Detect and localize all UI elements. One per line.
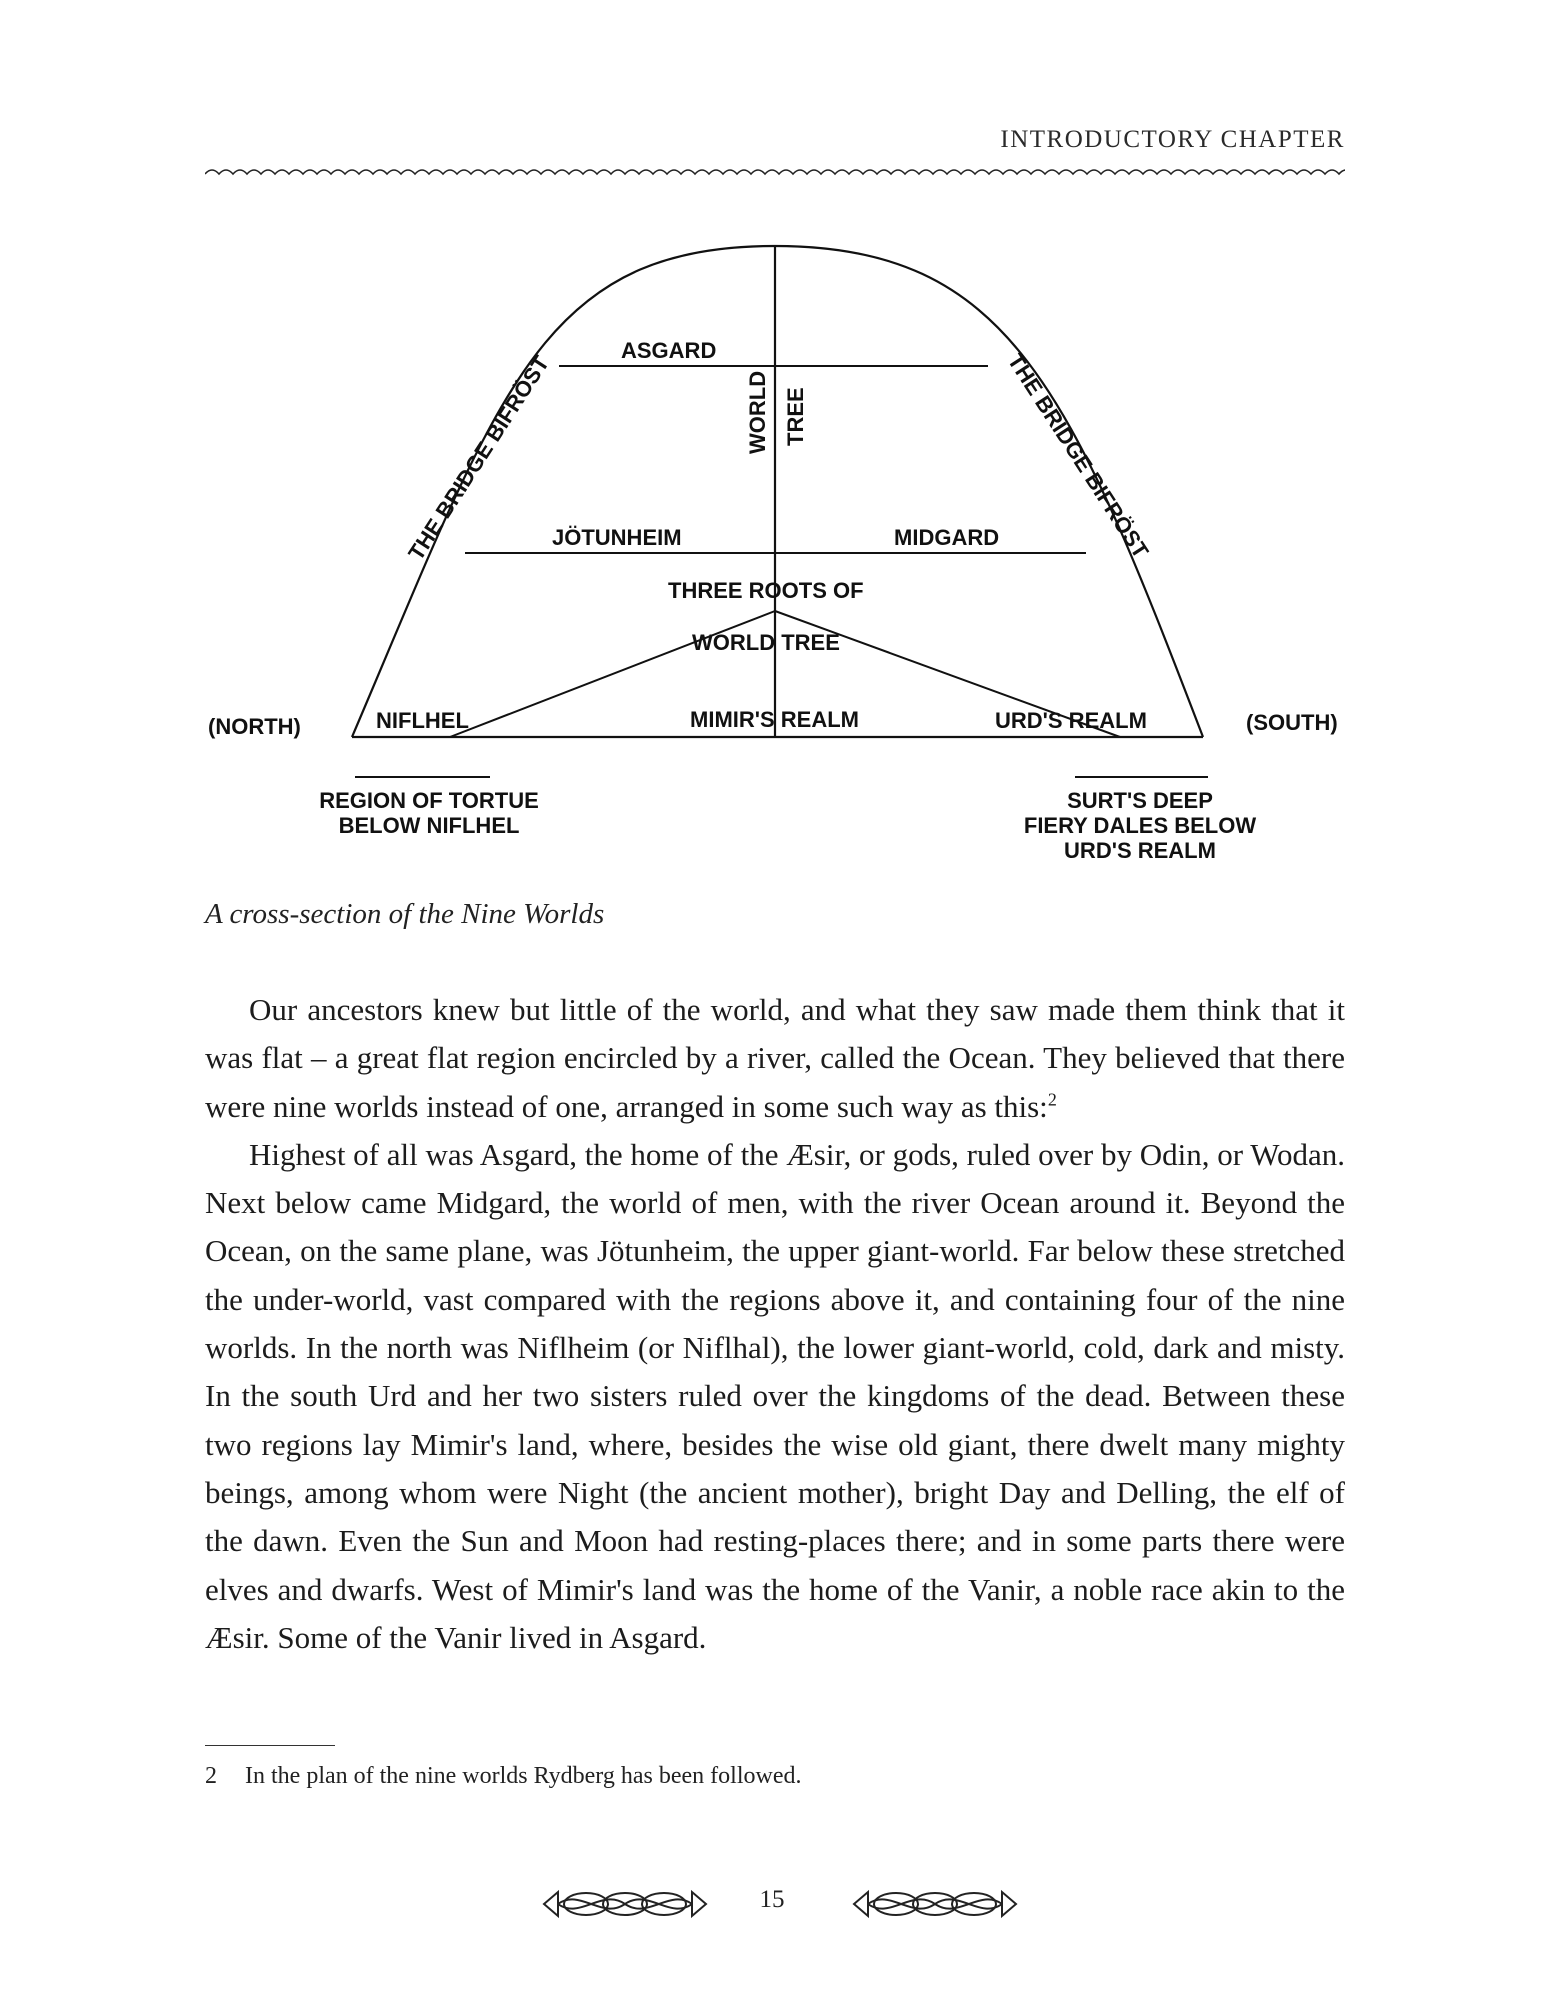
body-text — [205, 986, 1345, 1662]
worlds-arch — [352, 246, 1203, 737]
paragraph-2: Highest of all was Asgard, the home of the Æsir, or gods, ruled over by Odin, or Wodan. Next below came Midgard, the world of men, with the river Ocean around it. Beyond the Ocean, on the same plane, was Jötunheim, the upper giant-world. Far below these stretched the under-world, vast compared with the regions above it, and containing four of the nine worlds. In the north was Niflheim (or Niflhal), the lower giant-world, cold, dark and misty. In the south Urd and her two sisters ruled over the kingdoms of the dead. Between these two regions lay Mimir's land, where, besides the wise old giant, there dwelt many mighty beings, among whom were Night (the ancient mother), bright Day and Delling, the elf of the dawn. Even the Sun and Moon had resting-places there; and in some parts there were elves and dwarfs. West of Mimir's land was the home of the Vanir, a noble race akin to the Æsir. Some of the Vanir lived in Asgard. — [205, 1136, 1346, 1655]
label-world: WORLD — [745, 370, 770, 454]
label-jotunheim: JÖTUNHEIM — [552, 525, 682, 550]
page-number: 15 — [759, 1886, 785, 1913]
label-north: (NORTH) — [208, 714, 301, 739]
footnote-text: In the plan of the nine worlds Rydberg has been followed. — [245, 1763, 802, 1789]
paragraph-1 — [205, 986, 1345, 1131]
knotwork-ornament-right — [850, 1884, 1020, 1924]
label-world-tree: WORLD TREE — [692, 630, 840, 655]
paragraph-1-text: Our ancestors knew but little of the world, and what they saw made them think that it was flat – a great flat region encircled by a river, called the Ocean. They believed that there were nine worlds instead of one, arranged in some such way as this: — [205, 992, 1345, 1124]
nine-worlds-diagram — [0, 0, 1564, 900]
label-asgard: ASGARD — [621, 338, 717, 363]
footnote-number: 2 — [205, 1763, 217, 1789]
label-midgard: MIDGARD — [894, 525, 1000, 550]
label-bridge-left: THE BRIDGE BIFRÖST — [403, 351, 555, 565]
label-three-roots: THREE ROOTS OF — [668, 578, 864, 603]
label-bridge-right: THE BRIDGE BIFRÖST — [1002, 349, 1154, 563]
footnote-rule — [205, 1745, 335, 1746]
running-head: INTRODUCTORY CHAPTER — [1000, 126, 1345, 153]
label-surt-2: FIERY DALES BELOW — [1023, 813, 1257, 838]
label-niflhel: NIFLHEL — [376, 708, 469, 733]
label-south: (SOUTH) — [1246, 710, 1338, 735]
knotwork-ornament-left — [540, 1884, 710, 1924]
figure-caption: A cross-section of the Nine Worlds — [205, 898, 605, 930]
label-mimirs-realm: MIMIR'S REALM — [690, 707, 859, 732]
label-tree: TREE — [783, 387, 808, 446]
label-tortue-1: REGION OF TORTUE — [319, 788, 539, 813]
label-surt-1: SURT'S DEEP — [1067, 788, 1213, 813]
label-surt-3: URD'S REALM — [1064, 838, 1216, 863]
label-tortue-2: BELOW NIFLHEL — [338, 813, 520, 838]
label-urds-realm: URD'S REALM — [995, 708, 1147, 733]
footnote — [205, 1763, 1345, 1790]
footnote-reference[interactable]: 2 — [1047, 1089, 1057, 1110]
